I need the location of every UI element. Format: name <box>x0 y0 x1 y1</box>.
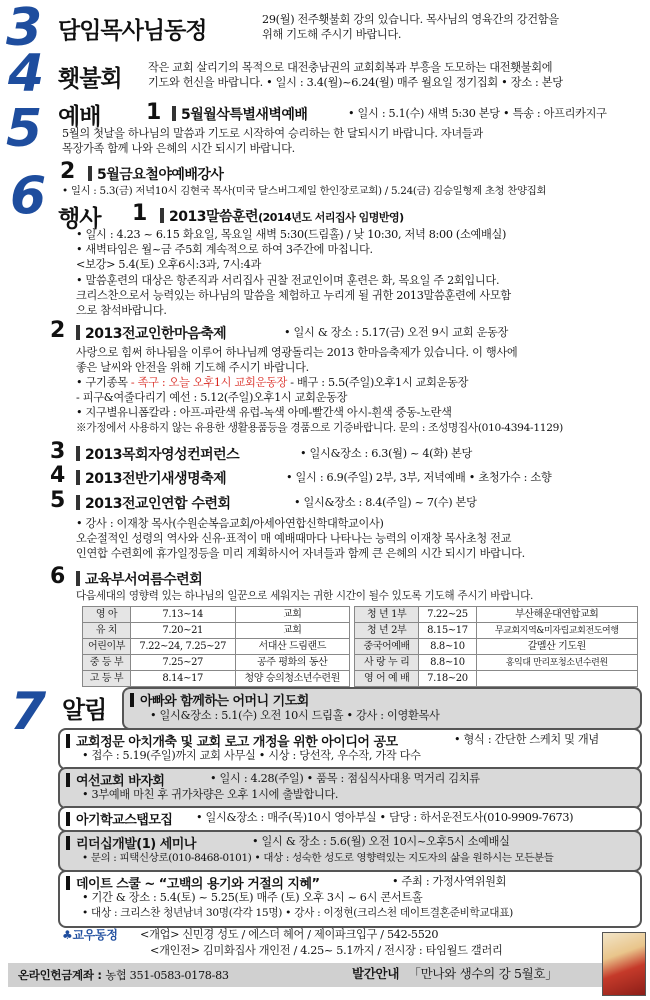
table-row: 고 등 부 8.14~17 청양 승의청소년수련원 <box>83 671 350 687</box>
notice-2-title: 교회정문 아치개축 및 교회 로고 개정을 위한 아이디어 공모 <box>66 731 398 750</box>
member-news-line-2: <개인전> 김미화집사 개인전 / 4.25~ 5.1까지 / 전시장 : 타임월드 갤러리 <box>150 944 503 957</box>
footer-publication <box>352 967 557 982</box>
footer-account-label: 온라인헌금계좌 : <box>18 968 106 982</box>
pastor-line-1: 29(월) 전주횃불회 강의 있습니다. 목사님의 영육간의 강건함을 <box>262 13 559 26</box>
notice-1-info: • 일시&장소 : 5.1(수) 오전 10시 드림홀 • 강사 : 이영환목사 <box>150 709 440 722</box>
event-number-2: 2 <box>50 318 66 343</box>
member-news-line-1: <개업> 신민경 성도 / 에스더 헤어 / 제이파크입구 / 542-5520 <box>140 928 439 941</box>
event5-line-3: 인연합 수련회에 휴가일정등을 미리 계획하시어 자녀들과 함께 큰 은혜의 시간 되시기 바랍니다. <box>76 547 525 560</box>
event5-info: • 일시&장소 : 8.4(주일) ~ 7(수) 본당 <box>294 496 477 509</box>
table-row: 중 등 부 7.25~27 공주 평화의 동산 <box>83 655 350 671</box>
event-number-4: 4 <box>50 463 66 488</box>
notice-4-title-tail: • 일시&장소 : 매주(목)10시 영아부실 • 담당 : 하서운전도사(010-9909-7673) <box>196 811 574 824</box>
camp-table-left <box>82 606 350 687</box>
table-row: 청 년 2부 8.15~17 무교회지역&미자립교회전도여행 <box>355 623 638 639</box>
section-title-worship: 예배 <box>58 104 101 130</box>
event-number-5: 5 <box>50 488 66 513</box>
notice-5-title: 리더십개발(1) 세미나 <box>66 833 196 852</box>
section-title-torch: 횃불회 <box>58 66 122 92</box>
notice-3-title: 여선교회 바자회 <box>66 770 164 789</box>
event2-line-1: 사랑으로 힘써 하나됨을 이루어 하나님께 영광돌리는 2013 한마음축제가 있습니다. 이 행사에 <box>76 346 518 359</box>
event1-line-3: <보강> 5.4(토) 오후6시:3과, 7시:4과 <box>76 258 261 271</box>
event1-line-6: 으로 참석바랍니다. <box>76 304 167 317</box>
event-title-4: 2013전반기새생명축제 <box>76 468 226 488</box>
table-row: 청 년 1부 7.22~25 부산해운대연합교회 <box>355 607 638 623</box>
torch-line-2: 기도와 헌신을 바랍니다. • 일시 : 3.4(월)~6.24(월) 매주 월요일 정기집회 • 장소 : 본당 <box>148 76 563 89</box>
event2-line-4: • 지구별유니폼칼라 : 아프-파란색 유럽-녹색 아메-빨간색 아시-흰색 중동-노란색 <box>76 406 452 419</box>
section-title-events: 행사 <box>58 206 101 232</box>
notice-6-title-tail: • 주최 : 가정사역위원회 <box>392 875 507 888</box>
section-number-6: 6 <box>10 166 45 226</box>
section-number-5: 5 <box>6 99 41 159</box>
event1-line-5: 크리스찬으로서 능력있는 하나님의 말씀을 체험하고 누리게 될 귀한 2013말씀훈련에 사모함 <box>76 289 511 302</box>
notice-1-title: 아빠와 함께하는 어머니 기도회 <box>130 690 309 709</box>
event-title-1: 2013말씀훈련(2014년도 서리집사 임명반영) <box>160 206 404 226</box>
notice-2-title-tail: • 형식 : 간단한 스케치 및 개념 <box>454 733 599 746</box>
event-title-6: 교육부서여름수련회 <box>76 569 202 589</box>
event2-info: • 일시 & 장소 : 5.17(금) 오전 9시 교회 운동장 <box>284 326 508 339</box>
camp-table-right <box>354 606 638 687</box>
table-row: 영 아 7.13~14 교회 <box>83 607 350 623</box>
table-row: 사 랑 누 리 8.8~10 홍익대 만리포청소년수련원 <box>355 655 638 671</box>
worship-sub-title-1: 5월월삭특별새벽예배 <box>172 104 307 124</box>
event2-line-2: 좋은 날씨와 안전을 위해 기도해 주시기 바랍니다. <box>76 361 309 374</box>
worship-sub-number-2: 2 <box>60 159 76 184</box>
worship-sub1-info: • 일시 : 5.1(수) 새벽 5:30 본당 • 특송 : 아프리카지구 <box>348 107 607 120</box>
notice-5-title-tail: • 일시 & 장소 : 5.6(월) 오전 10시~오후5시 소예배실 <box>252 835 510 848</box>
event-number-1: 1 <box>132 201 148 226</box>
notice-4-title: 아기학교스탭모집 <box>66 809 172 828</box>
event1-line-4: • 말씀훈련의 대상은 항존직과 서리집사 권찰 전교인이며 훈련은 화, 목요일 주 2회입니다. <box>76 274 500 287</box>
event4-info: • 일시 : 6.9(주일) 2부, 3부, 저녁예배 • 초청가수 : 소향 <box>286 471 552 484</box>
torch-line-1: 작은 교회 살리기의 목적으로 대전충남권의 교회회복과 부흥을 도모하는 대전횃불회에 <box>148 61 553 74</box>
event6-line: 다음세대의 영향력 있는 하나님의 일꾼으로 세워지는 귀한 시간이 될수 있도록 기도해 주시기 바랍니다. <box>76 590 534 602</box>
event2-line-5: ※가정에서 사용하지 않는 유용한 생활용품등을 경품으로 기증바랍니다. 문의 : 조성명집사(010-4394-1129) <box>76 422 563 434</box>
section-number-3: 3 <box>6 0 41 58</box>
event1-line-1: • 일시 : 4.23 ~ 6.15 화요일, 목요일 새벽 5:30(드림홀) / 낮 10:30, 저녁 8:00 (소예배실) <box>76 228 507 241</box>
magazine-cover-image <box>602 932 646 996</box>
event-title-5: 2013전교인연합 수련회 <box>76 493 231 513</box>
footer-publication-label: 발간안내 <box>352 966 400 981</box>
table-row: 영 어 예 배 7.18~20 <box>355 671 638 687</box>
event5-line-1: • 강사 : 이재창 목사(수원순복음교회/아세아연합신학대학교이사) <box>76 517 384 530</box>
notice-2-info: • 접수 : 5.19(주일)까지 교회 사무실 • 시상 : 당선작, 우수작, 가작 다수 <box>82 749 421 762</box>
event-title-3: 2013목회자영성컨퍼런스 <box>76 444 239 464</box>
worship-sub-title-2: 5월금요철야예배강사 <box>88 164 223 184</box>
table-row: 유 치 7.20~21 교회 <box>83 623 350 639</box>
notice-3-title-tail: • 일시 : 4.28(주일) • 품목 : 점심식사대용 먹거리 김치류 <box>210 772 480 785</box>
notice-3-info: • 3부예배 마친 후 귀가차량은 오후 1시에 출발합니다. <box>82 788 339 801</box>
section-number-4: 4 <box>8 44 43 104</box>
event3-info: • 일시&장소 : 6.3(월) ~ 4(화) 본당 <box>300 447 473 460</box>
event-number-3: 3 <box>50 439 66 464</box>
member-news-label: ♣교우동정 <box>62 928 118 942</box>
section-title-notice: 알림 <box>62 696 107 724</box>
worship-sub-number-1: 1 <box>146 100 162 125</box>
pastor-line-2: 위해 기도해 주시기 바랍니다. <box>262 28 402 41</box>
section-title-pastor: 담임목사님동정 <box>58 18 207 44</box>
event2-sports: • 구기종목 - 족구 : 오늘 오후1시 교회운동장 - 배구 : 5.5(주일)오후1시 교회운동장 <box>76 376 469 389</box>
section-number-7: 7 <box>10 682 45 742</box>
footer-account-value: 농협 351-0583-0178-83 <box>105 969 229 982</box>
worship-sub1-line-2: 목장가족 함께 나와 은혜의 시간 되시기 바랍니다. <box>62 142 295 155</box>
notice-6-info-2: • 대상 : 크리스찬 청년남녀 30명(각각 15명) • 강사 : 이정현(크리스천 데이트결혼준비학교대표) <box>82 907 514 919</box>
notice-6-title: 데이트 스쿨 ~ “고백의 용기와 거절의 지혜” <box>66 873 320 892</box>
event-number-6: 6 <box>50 564 66 589</box>
table-row: 중국어예배 8.8~10 갈멜산 기도원 <box>355 639 638 655</box>
worship-sub2-info: • 일시 : 5.3(금) 저녁10시 김현국 목사(미국 달스버그제일 한인장로교회) / 5.24(금) 김승일형제 초청 찬양집회 <box>62 185 547 197</box>
table-row: 어린이부 7.22~24, 7.25~27 서대산 드림랜드 <box>83 639 350 655</box>
event5-line-2: 오순절적인 성령의 역사와 신유·표적이 매 예배때마다 나타나는 능력의 이재창 목사초청 전교 <box>76 532 512 545</box>
event-title-2: 2013전교인한마음축제 <box>76 323 226 343</box>
event2-line-3: - 피구&여줄다리기 예선 : 5.12(주일)오후1시 교회운동장 <box>76 391 348 404</box>
footer-publication-value: 「만나와 생수의 강 5월호」 <box>408 966 558 981</box>
notice-6-info-1: • 기간 & 장소 : 5.4(토) ~ 5.25(토) 매주 (토) 오후 3시 ~ 6시 콘서트홀 <box>82 891 423 904</box>
event1-line-2: • 새벽타임은 월~금 주5회 계속적으로 하여 3주간에 마칩니다. <box>76 243 373 256</box>
footer-account <box>18 968 229 983</box>
worship-sub1-line-1: 5월의 첫날을 하나님의 말씀과 기도로 시작하여 승리하는 한 달되시기 바랍니다. 자녀들과 <box>62 127 483 140</box>
notice-5-info: • 문의 : 피택신상로(010-8468-0101) • 대상 : 성숙한 성도로 영향력있는 지도자의 삶을 원하시는 모든분들 <box>82 852 554 864</box>
